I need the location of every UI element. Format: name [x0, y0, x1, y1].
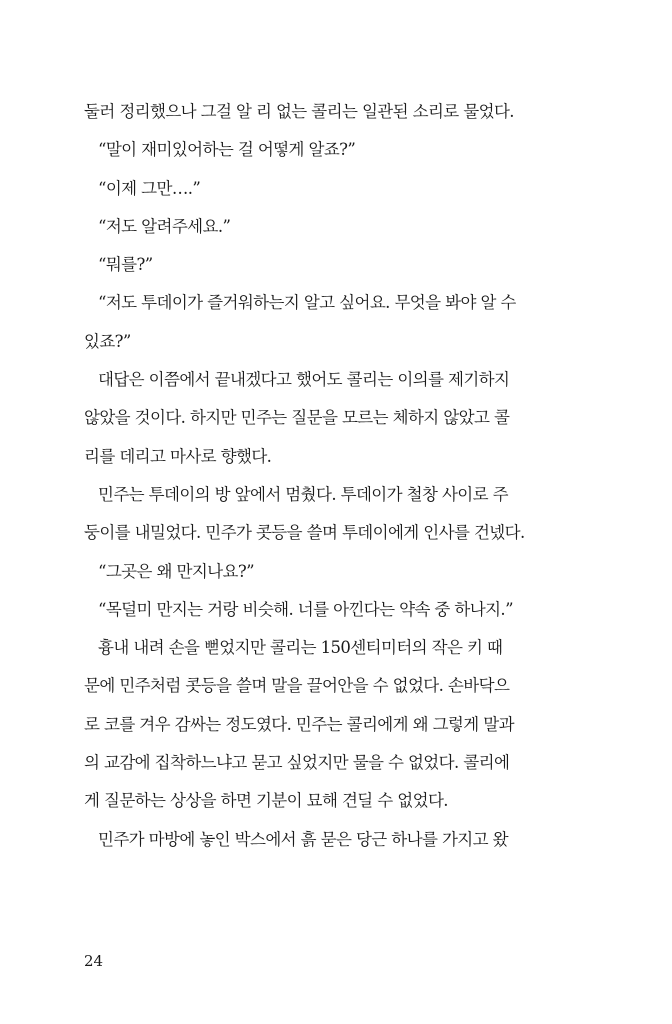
text-line: 민주는 투데이의 방 앞에서 멈췄다. 투데이가 철창 사이로 주	[98, 484, 508, 504]
text-line: 둘러 정리했으나 그걸 알 리 없는 콜리는 일관된 소리로 물었다.	[84, 102, 514, 121]
text-line: “저도 알려주세요.”	[98, 216, 231, 236]
text-line: 게 질문하는 상상을 하면 기분이 묘해 견딜 수 없었다.	[84, 791, 448, 811]
text-line: “저도 투데이가 즐거워하는지 알고 싶어요. 무엇을 봐야 알 수	[98, 293, 516, 313]
text-line: 있죠?”	[84, 331, 131, 351]
text-line: 흉내 내려 손을 뻗었지만 콜리는 150센티미터의 작은 키 때	[98, 638, 503, 658]
text-line: “목덜미 만지는 거랑 비슷해. 너를 아낀다는 약속 중 하나지.”	[98, 599, 513, 619]
text-line: “그곳은 왜 만지나요?”	[98, 561, 254, 581]
text-line: “이제 그만….”	[98, 178, 201, 198]
text-line: 민주가 마방에 놓인 박스에서 흙 묻은 당근 하나를 가지고 왔	[98, 829, 508, 849]
page-number: 24	[84, 952, 104, 970]
text-line: 의 교감에 집착하느냐고 묻고 싶었지만 물을 수 없었다. 콜리에	[84, 753, 510, 773]
text-line: 대답은 이쯤에서 끝내겠다고 했어도 콜리는 이의를 제기하지	[98, 370, 510, 390]
text-line: 리를 데리고 마사로 향했다.	[84, 446, 272, 466]
text-line: “뭐를?”	[98, 255, 153, 275]
text-line: 둥이를 내밀었다. 민주가 콧등을 쓸며 투데이에게 인사를 건넸다.	[84, 523, 525, 543]
text-line: “말이 재미있어하는 걸 어떻게 알죠?”	[98, 140, 356, 160]
body-text	[84, 93, 554, 859]
text-line: 문에 민주처럼 콧등을 쓸며 말을 끌어안을 수 없었다. 손바닥으	[84, 676, 510, 696]
text-line: 로 코를 겨우 감싸는 정도였다. 민주는 콜리에게 왜 그렇게 말과	[84, 714, 514, 734]
text-line: 않았을 것이다. 하지만 민주는 질문을 모르는 체하지 않았고 콜	[84, 408, 510, 428]
